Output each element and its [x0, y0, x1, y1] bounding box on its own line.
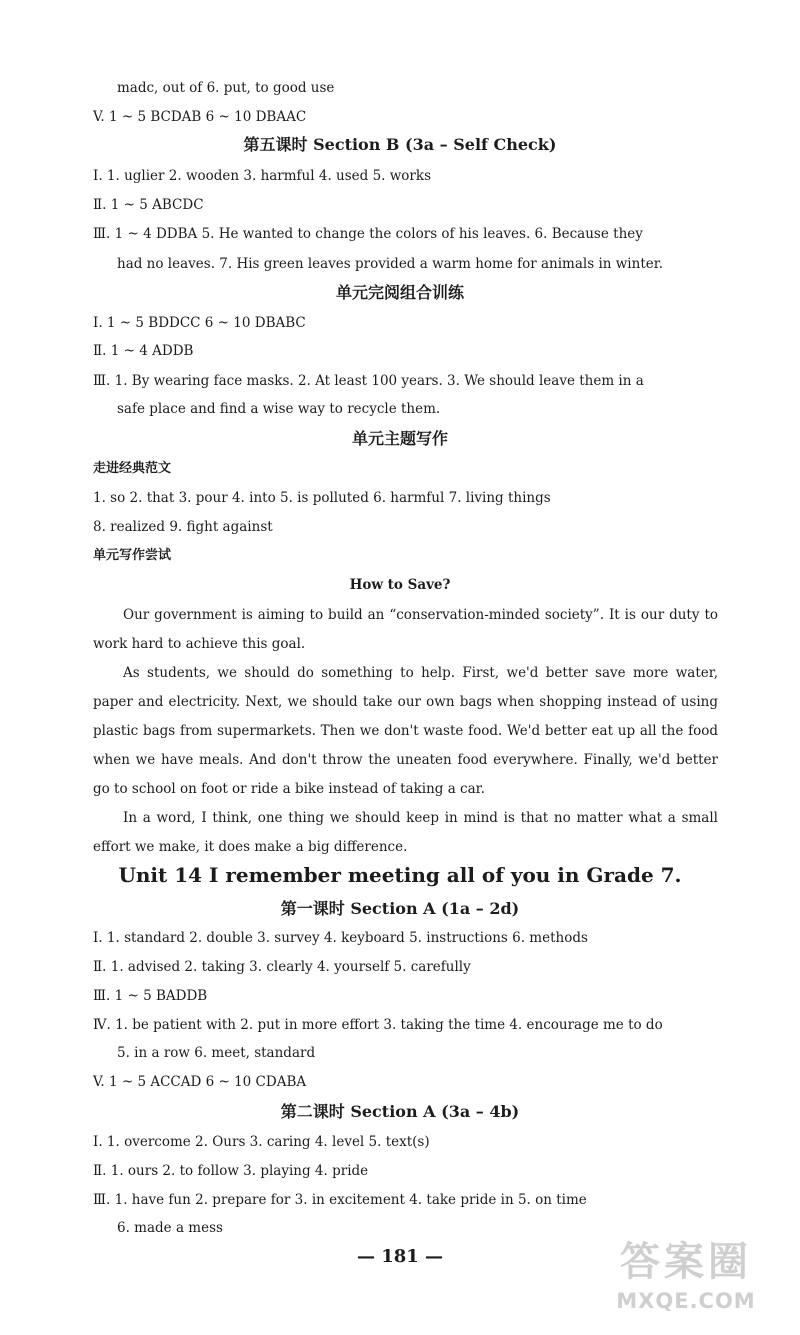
- answer-line: had no leaves. 7. His green leaves provided a warm home for animals in winter.: [117, 256, 663, 272]
- unit-title: Unit 14 I remember meeting all of you in Grade 7.: [118, 863, 682, 887]
- answer-line: V. 1 ~ 5 ACCAD 6 ~ 10 CDABA: [93, 1074, 307, 1090]
- page-number: — 181 —: [356, 1246, 444, 1267]
- answer-line: V. 1 ~ 5 BCDAB 6 ~ 10 DBAAC: [93, 109, 307, 125]
- section-heading: 第五课时 Section B (3a – Self Check): [243, 135, 557, 154]
- answer-line: 6. made a mess: [117, 1220, 223, 1236]
- answer-line: Ⅲ. 1 ~ 4 DDBA 5. He wanted to change the colors of his leaves. 6. Because they: [93, 226, 643, 242]
- watermark-text: 答案圈: [620, 1239, 752, 1285]
- answer-line: safe place and find a wise way to recycle them.: [117, 401, 441, 417]
- answer-line: Ⅰ. 1. uglier 2. wooden 3. harmful 4. used 5. works: [93, 168, 431, 184]
- answer-line: madc, out of 6. put, to good use: [117, 80, 335, 96]
- essay-title: How to Save?: [349, 577, 451, 593]
- answer-line: 1. so 2. that 3. pour 4. into 5. is polluted 6. harmful 7. living things: [93, 490, 551, 506]
- answer-line: Ⅱ. 1. advised 2. taking 3. clearly 4. yourself 5. carefully: [93, 959, 471, 975]
- answer-line: Ⅱ. 1. ours 2. to follow 3. playing 4. pride: [93, 1163, 369, 1179]
- subheading: 单元写作尝试: [93, 548, 172, 563]
- essay-paragraph: In a word, I think, one thing we should keep in mind is that no matter what a small effort we make, it does make a big difference.: [93, 810, 718, 855]
- answer-line: 8. realized 9. fight against: [93, 519, 273, 535]
- essay-paragraph: As students, we should do something to help. First, we'd better save more water, paper and electricity. Next, we should take our own bags when shopping instead of using plastic bags from supermarkets. Then we don't waste food. We'd better eat up all the food when we have meals. And don't throw the uneaten food everywhere. Finally, we'd better go to school on foot or ride a bike instead of taking a car.: [93, 665, 718, 797]
- watermark-logo: [596, 1236, 776, 1328]
- answer-line: Ⅰ. 1 ~ 5 BDDCC 6 ~ 10 DBABC: [93, 315, 306, 331]
- section-heading: 第二课时 Section A (3a – 4b): [280, 1102, 520, 1121]
- subheading: 走进经典范文: [93, 461, 172, 476]
- answer-line: Ⅲ. 1 ~ 5 BADDB: [93, 988, 208, 1004]
- answer-line: Ⅰ. 1. overcome 2. Ours 3. caring 4. level 5. text(s): [93, 1134, 430, 1150]
- answer-line: Ⅲ. 1. By wearing face masks. 2. At least 100 years. 3. We should leave them in a: [93, 373, 644, 389]
- section-heading: 第一课时 Section A (1a – 2d): [280, 899, 520, 918]
- section-heading: 单元完阅组合训练: [335, 283, 464, 302]
- answer-line: Ⅲ. 1. have fun 2. prepare for 3. in excitement 4. take pride in 5. on time: [93, 1192, 587, 1208]
- answer-line: Ⅱ. 1 ~ 4 ADDB: [93, 343, 194, 359]
- answer-line: Ⅱ. 1 ~ 5 ABCDC: [93, 197, 204, 213]
- watermark-url: MXQE.COM: [616, 1289, 756, 1313]
- essay-paragraph: Our government is aiming to build an “conservation-minded society”. It is our duty to work hard to achieve this goal.: [93, 607, 718, 652]
- answer-line: Ⅰ. 1. standard 2. double 3. survey 4. keyboard 5. instructions 6. methods: [93, 930, 588, 946]
- answer-line: Ⅳ. 1. be patient with 2. put in more effort 3. taking the time 4. encourage me to do: [93, 1017, 663, 1033]
- section-heading: 单元主题写作: [351, 429, 448, 448]
- answer-line: 5. in a row 6. meet, standard: [117, 1045, 316, 1061]
